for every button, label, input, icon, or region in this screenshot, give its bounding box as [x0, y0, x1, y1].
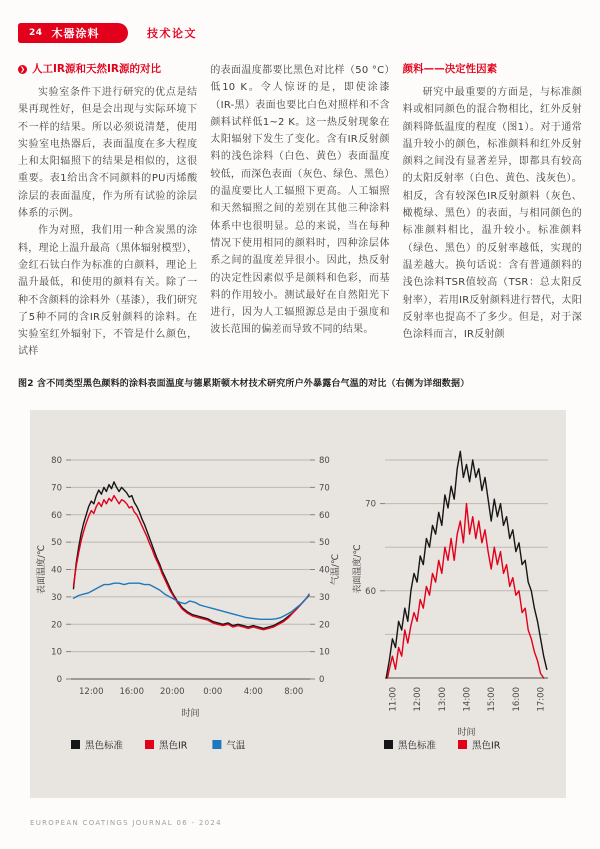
page-number: 24	[29, 28, 43, 38]
svg-text:40: 40	[51, 565, 62, 576]
paragraph: 的表面温度都要比黑色对比样（50 °C）低10 K。令人惊讶的是，即使涂漆（IR-黑）表面也要比白色对照样和不含颜料试样低1~2 K。这一热反射现象在太阳辐射下发生了变化。含有IR反射颜料的浅色涂料（白色、黄色）表面温度较低，而深色表面（灰色、绿色、黑色）的温度要比人工辐照下更高。人工辐照和天然辐照之间的差别在其他三种涂料体系中也很明显。总的来说，当在每种情况下使用相同的颜料时，四种涂层体系之间的温度差异很小。因此，热反射的决定性因素似乎是颜料和色彩，而基料的作用较小。测试最好在自然阳光下进行，因为人工辐照源总是由于强度和波长范围的偏差而导致不同的结果。	[210, 65, 390, 336]
svg-text:8:00: 8:00	[284, 687, 304, 697]
svg-text:11:00: 11:00	[388, 687, 399, 712]
section-heading-1	[18, 62, 197, 77]
svg-text:10: 10	[319, 647, 330, 658]
svg-text:0: 0	[56, 675, 62, 685]
figure-2-charts	[30, 410, 566, 798]
svg-text:17:00: 17:00	[536, 687, 547, 712]
section-badge	[18, 23, 128, 43]
temperature-line-charts	[30, 410, 566, 798]
svg-text:气温/℃: 气温/℃	[331, 553, 341, 586]
svg-text:黑色标准: 黑色标准	[398, 740, 437, 752]
svg-text:20:00: 20:00	[160, 687, 185, 697]
svg-text:0:00: 0:00	[203, 687, 223, 697]
section-heading-2	[403, 62, 582, 77]
svg-text:40: 40	[319, 565, 330, 576]
section-title: 木器涂料	[51, 27, 100, 40]
svg-text:20: 20	[319, 620, 330, 631]
paragraph: 研究中最重要的方面是，与标准颜料或相同颜色的混合物相比，红外反射颜料降低温度的程度（图1）。对于通常温升较小的颜色，标准颜料和红外反射颜料之间没有显著差异，即都具有较高的太阳反射率（白色、黄色、浅灰色）。相反，含有较深色IR反射颜料（灰色、橄榄绿、黑色）的表面，与相同颜色的标准颜料相比，温升较小。标准颜料（绿色、黑色）的反射率越低，实现的温差越大。换句话说：含有普通颜料的浅色涂料TSR值较高（TSR：总太阳反射率），若用IR反射颜料进行替代，太阳反射率也提高不了多少。但是，对于深色涂料而言，IR反射颜	[402, 87, 582, 341]
column-2	[210, 62, 389, 364]
svg-text:30: 30	[51, 592, 62, 603]
svg-text:黑色IR: 黑色IR	[159, 740, 188, 752]
svg-text:时间: 时间	[181, 709, 200, 719]
paragraph: 实验室条件下进行研究的优点是结果再现性好，但是会出现与实际环境下不一样的结果。所以必须说清楚，使用实验室电热器后，表面温度在多大程度上和太阳辐照下的结果是相似的，这很重要。表1给出含不同颜料的PU丙烯酸涂层的表面温度，作为所有试验的涂层体系的示例。	[18, 87, 198, 220]
svg-text:时间: 时间	[457, 728, 476, 738]
svg-text:16:00: 16:00	[511, 687, 522, 712]
svg-text:0: 0	[319, 675, 325, 685]
page-header	[18, 23, 197, 43]
svg-text:黑色IR: 黑色IR	[472, 740, 501, 752]
svg-text:50: 50	[319, 538, 330, 549]
section-heading-1-text: 人工IR源和天然IR源的对比	[32, 63, 161, 75]
svg-text:70: 70	[319, 483, 330, 494]
svg-text:15:00: 15:00	[487, 687, 498, 712]
section-heading-2-text: 颜料——决定性因素	[402, 63, 498, 75]
svg-text:16:00: 16:00	[119, 687, 145, 697]
svg-text:13:00: 13:00	[437, 687, 448, 712]
svg-text:70: 70	[51, 483, 62, 494]
svg-text:黑色标准: 黑色标准	[85, 740, 124, 752]
svg-text:80: 80	[51, 456, 62, 466]
svg-text:12:00: 12:00	[79, 687, 104, 697]
svg-text:表面温度/℃: 表面温度/℃	[37, 544, 47, 595]
paragraph: 作为对照，我们用一种含炭黑的涂料，理论上温升最高（黑体辐射模型），金红石钛白作为标准的白颜料，理论上温升最低，和使用的颜料有关。除了一种不含颜料的涂料外（基漆），我们研究了5种不同的含IR反射颜料的涂料。在实验室红外辐射下，不管是什么颜色，试样	[18, 225, 198, 358]
svg-text:60: 60	[319, 510, 330, 521]
column-1	[18, 62, 197, 364]
svg-text:14:00: 14:00	[462, 687, 473, 712]
svg-text:气温: 气温	[226, 740, 246, 752]
column-3	[403, 62, 582, 364]
article-type-label: 技术论文	[147, 27, 197, 40]
article-body	[18, 62, 582, 364]
svg-text:60: 60	[51, 510, 62, 521]
svg-text:70: 70	[365, 499, 376, 510]
svg-text:10: 10	[51, 647, 62, 658]
svg-text:80: 80	[319, 456, 330, 466]
svg-text:60: 60	[365, 586, 376, 597]
svg-text:4:00: 4:00	[243, 687, 263, 697]
svg-text:12:00: 12:00	[413, 687, 424, 712]
arrow-bullet-icon: ❯	[19, 66, 26, 73]
svg-text:20: 20	[51, 620, 62, 631]
figure-caption: 图2 含不同类型黑色颜料的涂料表面温度与德累斯顿木材技术研究所户外暴露台气温的对比（右侧为详细数据）	[18, 379, 470, 389]
svg-text:50: 50	[51, 538, 62, 549]
svg-text:30: 30	[319, 592, 330, 603]
svg-text:表面温度/℃: 表面温度/℃	[353, 544, 363, 594]
journal-footer: EUROPEAN COATINGS JOURNAL 06 - 2024	[30, 819, 222, 827]
